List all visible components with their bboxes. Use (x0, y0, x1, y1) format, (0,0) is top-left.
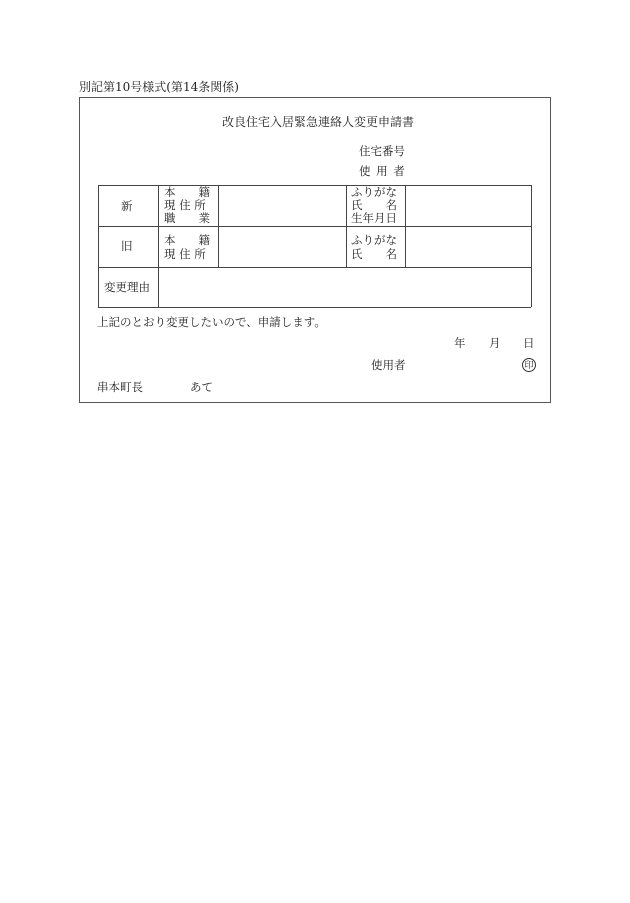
seal-mark-icon: 印 (522, 358, 536, 372)
applicant-label: 使用者 (371, 358, 406, 372)
user-label: 使 用 者 (359, 164, 406, 178)
new-name-label: 氏 名 (351, 198, 397, 212)
addressee-name: 串本町長 (97, 380, 143, 394)
table-col-divider-4 (405, 185, 406, 267)
new-birthdate-label: 生年月日 (351, 211, 397, 225)
table-divider-new-old (98, 226, 531, 227)
application-statement: 上記のとおり変更したいので、申請します。 (97, 315, 326, 329)
table-col-divider-3 (346, 185, 347, 267)
form-number-label: 別記第10号様式(第14条関係) (79, 80, 239, 94)
old-row-label: 旧 (121, 239, 133, 253)
form-frame (79, 97, 551, 403)
old-name-label: 氏 名 (351, 247, 397, 261)
table-col-divider-2 (218, 185, 219, 267)
table-border-right (531, 185, 532, 307)
reason-label: 変更理由 (104, 280, 150, 294)
table-divider-old-reason (98, 267, 531, 268)
new-occupation-label: 職 業 (164, 211, 210, 225)
new-domicile-label: 本 籍 (164, 185, 210, 199)
table-border-bottom (98, 307, 531, 308)
table-border-left (98, 185, 99, 307)
new-row-label: 新 (121, 199, 133, 213)
new-address-label: 現 住 所 (164, 198, 206, 212)
form-title: 改良住宅入居緊急連絡人変更申請書 (222, 115, 415, 129)
house-number-label: 住宅番号 (359, 144, 405, 158)
old-domicile-label: 本 籍 (164, 233, 210, 247)
old-address-label: 現 住 所 (164, 247, 206, 261)
date-day-label: 日 (523, 336, 535, 350)
old-furigana-label: ふりがな (351, 233, 397, 247)
table-col-divider-1 (158, 185, 159, 307)
date-year-label: 年 (454, 336, 466, 350)
new-furigana-label: ふりがな (351, 185, 397, 199)
date-month-label: 月 (489, 336, 501, 350)
addressee-suffix: あて (190, 380, 213, 394)
table-border-top (98, 185, 531, 186)
